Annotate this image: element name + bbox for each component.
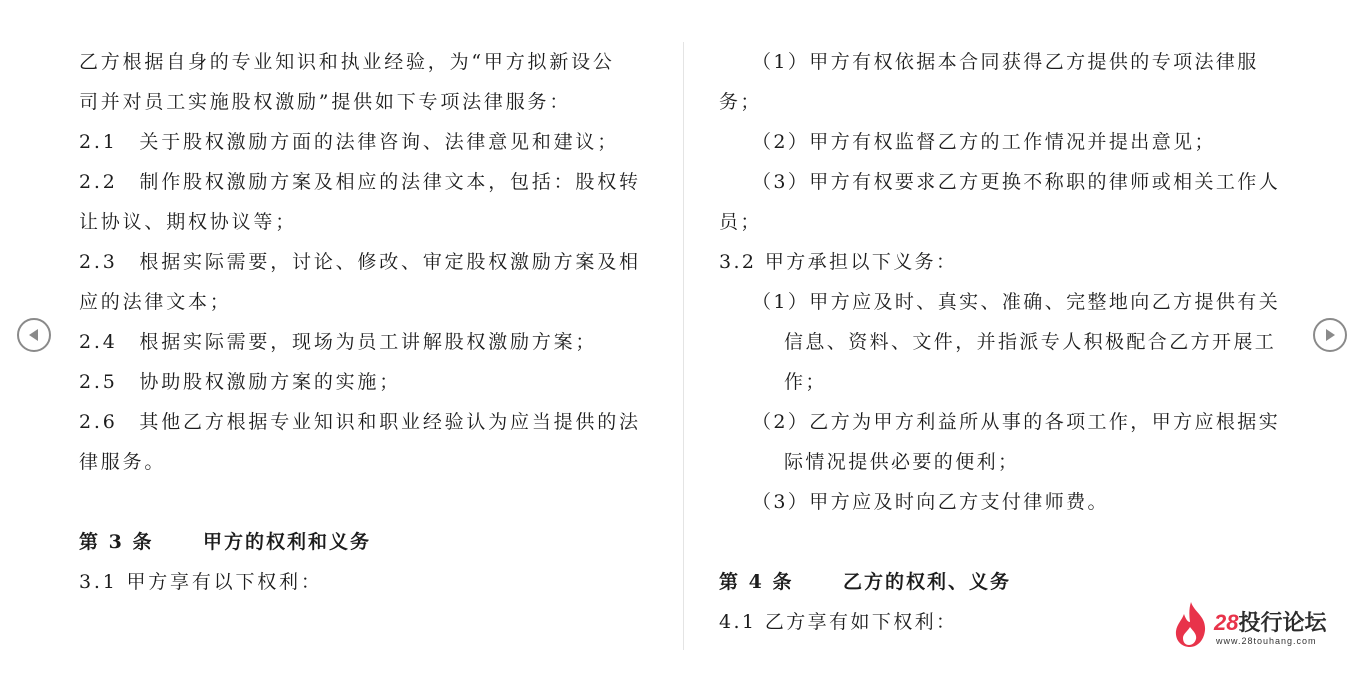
site-watermark-logo	[1172, 600, 1342, 650]
page-divider	[683, 42, 684, 650]
list-item-continued: 员；	[719, 211, 762, 233]
clause-2-4: 2.4 根据实际需要，现场为员工讲解股权激励方案；	[79, 331, 598, 353]
list-item-continued: 际情况提供必要的便利；	[784, 451, 1020, 473]
list-item: （2）甲方有权监督乙方的工作情况并提出意见；	[752, 131, 1216, 153]
clause-2-1: 2.1 关于股权激励方面的法律咨询、法律意见和建议；	[79, 131, 620, 153]
clause-2-6: 2.6 其他乙方根据专业知识和职业经验认为应当提供的法	[79, 411, 641, 433]
clause-2-2: 2.2 制作股权激励方案及相应的法律文本，包括：股权转	[79, 171, 641, 193]
list-item-continued: 信息、资料、文件，并指派专人积极配合乙方开展工	[784, 331, 1277, 353]
list-item: （1）甲方有权依据本合同获得乙方提供的专项法律服	[752, 51, 1259, 73]
logo-number: 28	[1214, 610, 1239, 635]
section-title: 甲方的权利和义务	[203, 531, 372, 553]
section-heading-4	[719, 562, 1279, 602]
clause-2-5: 2.5 协助股权激励方案的实施；	[79, 371, 402, 393]
list-item: （2）乙方为甲方利益所从事的各项工作，甲方应根据实	[752, 411, 1281, 433]
section-title: 乙方的权利、义务	[843, 571, 1012, 593]
flame-logo-icon	[1172, 600, 1210, 648]
body-line: 司并对员工实施股权激励”提供如下专项法律服务：	[79, 91, 572, 113]
clause-3-2: 3.2 甲方承担以下义务：	[719, 251, 958, 273]
body-line: 让协议、期权协议等；	[79, 211, 298, 233]
logo-url: www.28touhang.com	[1216, 636, 1317, 646]
left-page	[79, 42, 639, 602]
right-page	[719, 42, 1279, 642]
logo-text: 投行论坛	[1238, 610, 1327, 635]
arrow-left-circle-icon	[19, 320, 49, 350]
list-item: （1）甲方应及时、真实、准确、完整地向乙方提供有关	[752, 291, 1281, 313]
list-item-continued: 作；	[784, 371, 827, 393]
clause-2-3: 2.3 根据实际需要，讨论、修改、审定股权激励方案及相	[79, 251, 641, 273]
section-number: 第 3 条	[79, 531, 154, 553]
section-number: 第 4 条	[719, 571, 794, 593]
list-item: （3）甲方有权要求乙方更换不称职的律师或相关工作人	[752, 171, 1281, 193]
list-item: （3）甲方应及时向乙方支付律师费。	[752, 491, 1109, 513]
body-line: 乙方根据自身的专业知识和执业经验，为“甲方拟新设公	[79, 51, 615, 73]
section-heading-3	[79, 522, 639, 562]
next-page-button[interactable]	[1313, 318, 1347, 352]
clause-4-1: 4.1 乙方享有如下权利：	[719, 611, 958, 633]
body-line: 律服务。	[79, 451, 167, 473]
clause-3-1: 3.1 甲方享有以下权利：	[79, 571, 323, 593]
list-item-continued: 务；	[719, 91, 762, 113]
arrow-right-circle-icon	[1315, 320, 1345, 350]
prev-page-button[interactable]	[17, 318, 51, 352]
body-line: 应的法律文本；	[79, 291, 232, 313]
